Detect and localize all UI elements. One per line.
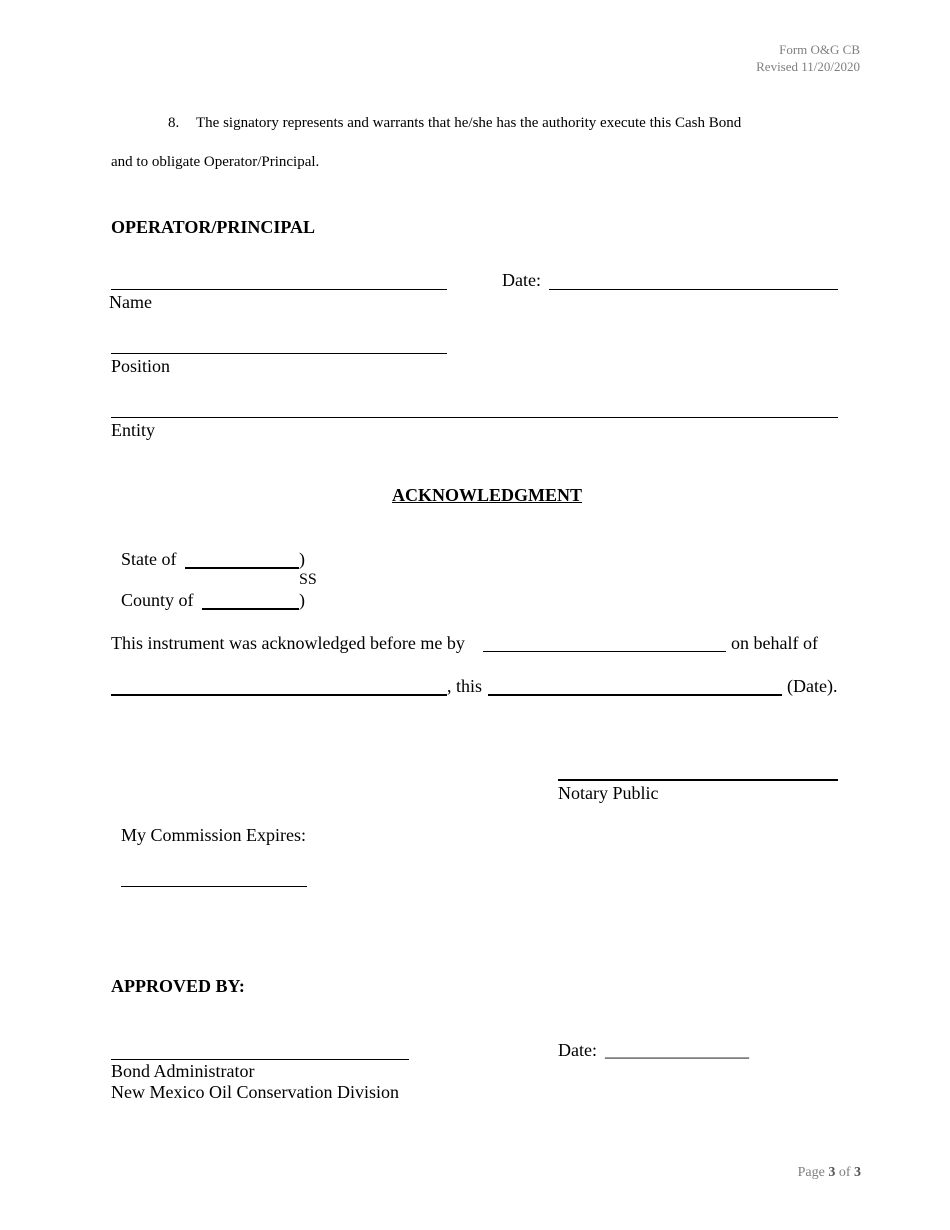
on-behalf-text: on behalf of: [731, 633, 818, 653]
form-name: Form O&G CB: [779, 42, 860, 57]
operator-date-label: Date:: [502, 270, 541, 290]
notary-label: Notary Public: [558, 783, 659, 803]
entity-line[interactable]: [111, 417, 838, 418]
instrument-text: This instrument was acknowledged before me by: [111, 633, 465, 653]
state-line[interactable]: [185, 567, 299, 569]
position-line[interactable]: [111, 353, 447, 354]
commission-label: My Commission Expires:: [121, 825, 307, 845]
administrator-label: Bond Administrator: [111, 1061, 255, 1081]
county-label: County of: [121, 590, 194, 610]
name-label: Name: [109, 292, 152, 312]
entity-label: Entity: [111, 420, 155, 440]
acknowledgment-heading: ACKNOWLEDGMENT: [392, 485, 583, 505]
page-word: Page: [797, 1165, 825, 1180]
ss-label: SS: [299, 571, 317, 588]
clause-line-1: The signatory represents and warrants that he/she has the authority execute this Cash Bond: [196, 115, 742, 131]
date-suffix: (Date).: [787, 676, 838, 696]
behalf-of-line[interactable]: [111, 694, 447, 696]
this-date-line[interactable]: [488, 694, 782, 696]
position-label: Position: [111, 356, 171, 376]
county-line[interactable]: [202, 608, 299, 610]
county-paren: ): [299, 590, 305, 610]
acknowledged-by-line[interactable]: [483, 651, 726, 652]
revised-date: Revised 11/20/2020: [756, 59, 860, 74]
operator-date-line[interactable]: [549, 289, 838, 290]
page-current: 3: [828, 1165, 836, 1180]
approved-heading: APPROVED BY:: [111, 976, 245, 996]
notary-signature-line[interactable]: [558, 779, 838, 781]
name-signature-line[interactable]: [111, 289, 447, 290]
page-total: 3: [854, 1165, 861, 1180]
page-number: [798, 1165, 861, 1181]
administrator-signature-line[interactable]: [111, 1059, 409, 1060]
of-word: of: [838, 1165, 851, 1180]
operator-heading: OPERATOR/PRINCIPAL: [111, 217, 316, 237]
approval-date-blank[interactable]: ________________: [605, 1040, 749, 1060]
approval-date-label: Date:: [558, 1040, 597, 1060]
state-label: State of: [121, 549, 177, 569]
commission-line[interactable]: [121, 886, 307, 887]
this-text: , this: [447, 676, 483, 696]
clause-number: 8.: [168, 115, 180, 131]
clause-line-2: and to obligate Operator/Principal.: [111, 154, 320, 170]
division-label: New Mexico Oil Conservation Division: [111, 1082, 399, 1102]
state-paren: ): [299, 549, 305, 569]
